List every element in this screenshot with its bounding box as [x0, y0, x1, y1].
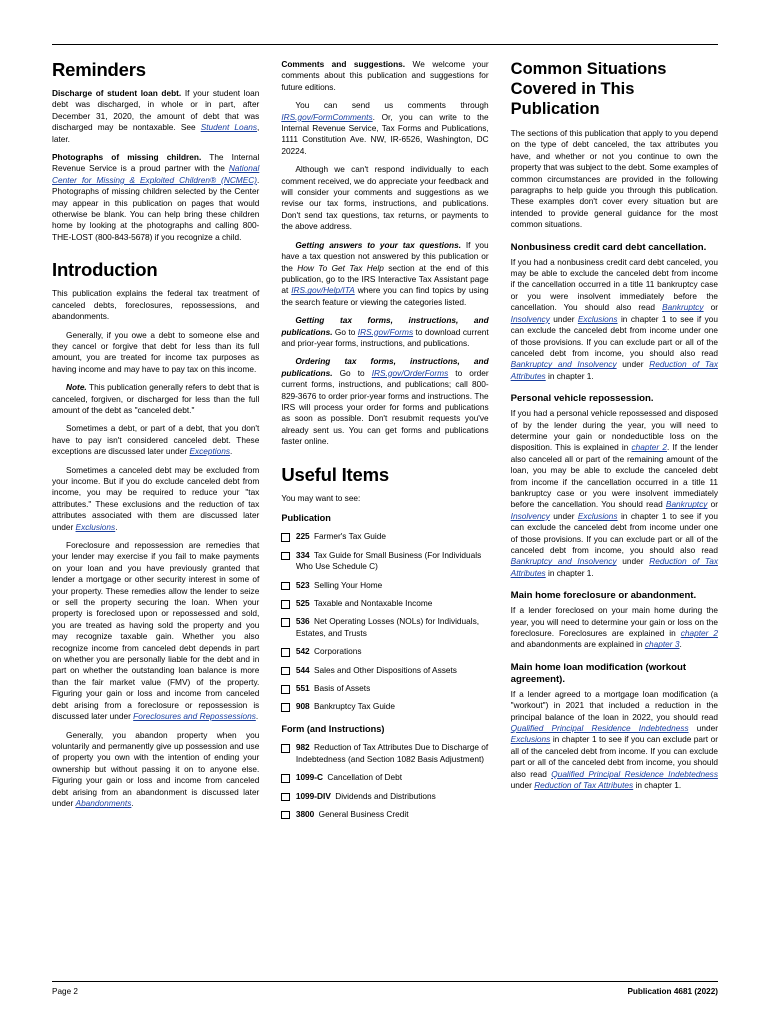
reduction-tax-attributes-link-2[interactable]: Reduction of Tax Attributes — [510, 556, 718, 578]
reminders-heading: Reminders — [52, 59, 146, 80]
right-column — [511, 59, 718, 959]
chapter-2-link-1[interactable]: chapter 2 — [631, 442, 667, 453]
ncmec-link[interactable]: National Center for Missing & Exploited Children® (NCMEC) — [52, 163, 260, 185]
common-situations-intro: The sections of this publication that apply to you depend on the type of debt canceled, the tax attributes you have, and whether or not you continue to own the property that was subject to the debt. Some examples of common circumstances are provided in the following paragraphs to help guide you through this publication. These examples don't cover every situation but are intended to provide general guidance for the most common situations. — [510, 128, 718, 230]
exclusions-link-3[interactable]: Exclusions — [510, 734, 551, 745]
foreclosures-repossessions-link[interactable]: Foreclosures and Repossessions — [133, 711, 256, 722]
publication-number: 334 — [295, 549, 310, 560]
comments-text: We welcome your comments about this publication and suggestions for future editions. — [281, 59, 489, 92]
checkbox-icon[interactable] — [281, 582, 290, 591]
intro-note-text: This publication generally refers to debt that is canceled, forgiven, or discharged for less than the full amount of the debt as "canceled debt." — [52, 382, 260, 415]
exclusions-link[interactable]: Exclusions — [75, 521, 116, 532]
common-situations-heading: Common Situations Covered in This Publication — [510, 60, 667, 118]
getting-answers-b: section at the end of this publication, go to the IRS Interactive Tax Assistant page at — [281, 262, 489, 296]
list-item[interactable] — [281, 616, 488, 639]
insolvency-link-1[interactable]: Insolvency — [510, 313, 550, 324]
p1-mid-4: under — [616, 359, 650, 370]
p3-text-b: and abandonments are explained in — [510, 639, 645, 650]
p3-text-c: . — [679, 639, 682, 650]
ordering-forms-a: Go to — [332, 367, 372, 378]
list-item[interactable] — [281, 580, 488, 591]
list-item[interactable] — [281, 665, 488, 676]
reminder-student-loan-text-b: , later. — [52, 122, 260, 144]
checkbox-icon[interactable] — [281, 600, 290, 609]
checkbox-icon[interactable] — [281, 793, 290, 802]
reminder-missing-children — [52, 152, 259, 243]
list-item[interactable] — [281, 531, 488, 542]
intro-paragraph-5 — [52, 540, 259, 723]
form-title: Cancellation of Debt — [327, 772, 403, 783]
bankruptcy-insolvency-link-2[interactable]: Bankruptcy and Insolvency — [510, 556, 617, 567]
checkbox-icon[interactable] — [281, 744, 290, 753]
list-item[interactable] — [281, 646, 488, 657]
publication-list-heading: Publication — [281, 513, 331, 523]
reminder-student-loan-runin: Discharge of student loan debt. — [52, 88, 182, 98]
irs-forms-link[interactable]: IRS.gov/Forms — [357, 326, 414, 337]
intro-p4-text-a: Sometimes a canceled debt may be excluded from your income. But if you do exclude canceled debt from income, you may be required to reduce your "tax attributes." These exclusions and the reduction of tax attributes associated with them are discussed later under — [52, 464, 260, 532]
list-item[interactable] — [281, 809, 488, 820]
irs-formcomments-link[interactable]: IRS.gov/FormComments — [281, 111, 373, 122]
list-item[interactable] — [281, 550, 488, 573]
intro-p5-text-a: Foreclosure and repossession are remedies that your lender may exercise if you fail to make payments on your loan and you have previously granted that lender a mortgage or other security interest in some of your property. These remedies allow the lender to seize or sell the property securing the loan. When your property is foreclosed upon or repossessed and sold, you are treated as having sold the property and you may recognize taxable gain. Whether you also recognize income from canceled debt depends in part on whether you are personally liable for the debt and in part on whether the outstanding loan balance is more than the fair market value (FMV) of the property. Figuring your gain or loss and income from canceled debt arising from a foreclosure or repossession is discussed later under — [52, 540, 260, 722]
ordering-forms-runin: Ordering tax forms, instructions, and publications. — [281, 356, 489, 378]
checkbox-icon[interactable] — [281, 811, 290, 820]
publication-number: 225 — [295, 531, 310, 542]
introduction-heading: Introduction — [52, 259, 158, 281]
form-title: Dividends and Distributions — [335, 790, 436, 801]
getting-forms-paragraph — [281, 315, 488, 349]
main-home-loan-modification-heading: Main home loan modification (workout agreement). — [510, 661, 687, 685]
ordering-forms-b: to order current forms, instructions, and publications; call 800-829-3676 to order prior-year forms and instructions. The IRS will process your order for forms and publications as soon as possible. Don't resubmit requests you've already sent us. You can get forms and publications faster online. — [281, 367, 489, 447]
form-entry — [296, 791, 489, 802]
form-number: 982 — [295, 742, 310, 753]
publication-number: 551 — [295, 683, 310, 694]
checkbox-icon[interactable] — [281, 618, 290, 627]
main-home-loan-modification-paragraph — [511, 689, 718, 792]
intro-note-runin: Note. — [66, 382, 87, 393]
three-column-layout — [52, 59, 718, 959]
reminder-missing-children-text-a: The Internal Revenue Service is a proud partner with the — [52, 152, 260, 174]
p4-text-e: in chapter 1. — [633, 780, 682, 791]
publication-entry — [296, 701, 489, 712]
reminder-missing-children-text-b: . Photographs of missing children selected by the Center may appear in this publication on pages that would otherwise be blank. You can help bring these children home by looking at the photographs and calling 800-THE-LOST (800-843-5678) if you recognize a child. — [52, 174, 260, 242]
publication-number: 536 — [295, 616, 310, 627]
form-entry — [296, 742, 489, 765]
comments-paragraph-2 — [281, 100, 488, 157]
list-item[interactable] — [281, 742, 488, 765]
p2-text-d: under — [549, 510, 578, 521]
p3-text-a: If a lender foreclosed on your main home during the year, you will need to determine your gain or loss on the foreclosure. Foreclosures are explained in — [510, 605, 718, 639]
chapter-3-link[interactable]: chapter 3 — [644, 639, 680, 650]
p2-text-a: If you had a personal vehicle repossessed and disposed of by the lender during the year, you will need to determine your gain or nondeductible loss on the disposition. This is explained in — [510, 408, 718, 453]
form-entry — [296, 809, 489, 820]
p4-text-a: If a lender agreed to a mortgage loan modification (a "workout") in 2021 that included a reduction in the principal balance of the loan in 2022, you should read — [510, 688, 718, 722]
publication-title: Corporations — [313, 646, 362, 657]
irs-help-ita-link[interactable]: IRS.gov/Help/ITA — [291, 285, 355, 296]
p1-mid-1: or — [703, 302, 718, 313]
p4-text-c: in chapter 1 to see if you can exclude part or all of the canceled debt from income. If you can exclude part or all of the canceled debt from income, you should also read — [510, 734, 718, 779]
ordering-forms-paragraph — [281, 356, 488, 447]
publication-number: 525 — [295, 598, 310, 609]
publication-entry — [296, 598, 489, 609]
exceptions-link[interactable]: Exceptions — [189, 446, 231, 457]
comments-p2-text-b: . Or, you can write to the Internal Revenue Service, Tax Forms and Publications, 1111 Constitution Ave. NW, IR-6526, Washington, DC 20224. — [281, 111, 489, 156]
comments-paragraph-3: Although we can't respond individually to each comment received, we do appreciate your feedback and will consider your comments and suggestions as we revise our tax forms, instructions, and publications. Don't send tax questions, tax returns, or payments to the above address. — [281, 164, 489, 232]
p1-end: in chapter 1. — [545, 370, 594, 381]
intro-p5-text-b: . — [255, 711, 259, 722]
p2-text-e: in chapter 1 to see if you can exclude the canceled debt from income under one of those provisions. If you can exclude part or all of the canceled debt from income, you should also read — [510, 510, 718, 555]
intro-p3-text-a: Sometimes a debt, or part of a debt, that you don't have to pay isn't considered canceled debt. These exceptions are discussed later under — [52, 423, 260, 457]
form-number: 3800 — [295, 808, 315, 819]
publication-entry — [296, 616, 489, 639]
reduction-tax-attributes-link-3[interactable]: Reduction of Tax Attributes — [534, 780, 634, 791]
personal-vehicle-repossession-paragraph — [511, 408, 718, 579]
personal-vehicle-repossession-heading: Personal vehicle repossession. — [510, 393, 654, 405]
publication-title: Bankruptcy Tax Guide — [313, 701, 396, 712]
left-column — [52, 59, 259, 959]
publication-title: Taxable and Nontaxable Income — [313, 598, 433, 609]
publication-entry — [296, 646, 489, 657]
bankruptcy-insolvency-link-1[interactable]: Bankruptcy and Insolvency — [510, 359, 617, 370]
reminder-student-loan-text-a: If your student loan debt was discharged, in whole or in part, after December 31, 2020, the amount of debt that was discharged may be nontaxable. See — [52, 88, 260, 133]
reminder-missing-children-runin: Photographs of missing children. — [52, 152, 202, 163]
how-to-get-tax-help-ref: How To Get Tax Help — [297, 262, 384, 273]
intro-paragraph-4 — [52, 465, 259, 533]
form-title: General Business Credit — [318, 808, 409, 819]
main-home-foreclosure-heading: Main home foreclosure or abandonment. — [510, 590, 697, 602]
checkbox-icon[interactable] — [281, 703, 290, 712]
intro-note — [52, 382, 259, 416]
list-item[interactable] — [281, 683, 488, 694]
comments-runin: Comments and suggestions. — [281, 59, 406, 69]
insolvency-link-2[interactable]: Insolvency — [510, 510, 550, 521]
form-number: 1099-DIV — [295, 790, 331, 801]
publication-number: 542 — [295, 646, 310, 657]
p1-mid-2: under — [549, 313, 578, 324]
intro-paragraph-6 — [52, 730, 259, 810]
publication-entry — [296, 665, 489, 676]
reminder-student-loan — [52, 88, 259, 145]
checkbox-icon[interactable] — [281, 552, 290, 561]
publication-title: Tax Guide for Small Business (For Individuals Who Use Schedule C) — [295, 549, 482, 572]
intro-paragraph-2: Generally, if you owe a debt to someone else and they cancel or forgive that debt for less than its full amount, you are treated for income tax purposes as having income and may have to pay tax on this income. — [52, 329, 260, 374]
chapter-2-link-2[interactable]: chapter 2 — [680, 628, 718, 639]
form-list-heading: Form (and Instructions) — [281, 723, 385, 734]
footer-publication-id: Publication 4681 (2022) — [627, 987, 718, 996]
list-item[interactable] — [281, 598, 488, 609]
intro-paragraph-3 — [52, 423, 259, 457]
intro-p6-text-a: Generally, you abandon property when you voluntarily and permanently give up possession and use of property you own with the intention of ending your ownership but without passing it on to anyone else. Figuring your gain or loss and income from canceled debt arising from an abandonment is discussed later under — [52, 729, 260, 808]
abandonments-link[interactable]: Abandonments — [75, 797, 132, 808]
publication-number: 523 — [295, 579, 310, 590]
publication-entry — [296, 531, 489, 542]
nonbusiness-credit-card-heading: Nonbusiness credit card debt cancellation. — [510, 241, 707, 253]
publication-title: Basis of Assets — [313, 683, 371, 694]
getting-answers-c: where you can find topics by using the search feature or viewing the categories listed. — [281, 285, 489, 307]
getting-forms-b: to download current and prior-year forms, instructions, and publications. — [281, 326, 489, 348]
list-item[interactable] — [281, 772, 488, 783]
checkbox-icon[interactable] — [281, 533, 290, 542]
p1-text-a: If you had a nonbusiness credit card debt canceled, you may be able to exclude the canceled debt from income if the cancellation occurred in a title 11 bankruptcy case or you were insolvent immediately before the cancellation. You should also read — [510, 256, 718, 313]
publication-entry — [296, 550, 489, 573]
p4-text-d: under — [510, 780, 535, 791]
p2-text-f: under — [616, 556, 650, 567]
bankruptcy-link-1[interactable]: Bankruptcy — [662, 302, 704, 313]
student-loans-link[interactable]: Student Loans — [200, 122, 258, 133]
page-footer — [52, 981, 718, 996]
checkbox-icon[interactable] — [281, 648, 290, 657]
form-title: Reduction of Tax Attributes Due to Discharge of Indebtedness (and Section 1082 Basis Adjustment) — [295, 742, 489, 764]
intro-paragraph-1: This publication explains the federal tax treatment of canceled debts, foreclosures, repossessions, and abandonments. — [52, 288, 260, 322]
intro-p4-text-b: . — [115, 521, 118, 532]
qualified-principal-residence-link-1[interactable]: Qualified Principal Residence Indebtedness — [510, 723, 689, 734]
publication-number: 908 — [295, 701, 310, 712]
bankruptcy-link-2[interactable]: Bankruptcy — [665, 499, 708, 510]
checkbox-icon[interactable] — [281, 774, 290, 783]
getting-forms-a: Go to — [332, 326, 358, 337]
getting-answers-a: If you have a tax question not answered by this publication or the — [281, 239, 489, 273]
publication-entry — [296, 683, 489, 694]
publication-title: Net Operating Losses (NOLs) for Individuals, Estates, and Trusts — [295, 616, 480, 638]
nonbusiness-credit-card-paragraph — [511, 257, 718, 382]
checkbox-icon[interactable] — [281, 685, 290, 694]
footer-page-number: Page 2 — [52, 987, 78, 996]
publication-title: Selling Your Home — [313, 579, 383, 590]
intro-p6-text-b: . — [131, 797, 134, 808]
middle-column — [281, 59, 488, 959]
publication-title: Farmer's Tax Guide — [313, 531, 386, 542]
getting-answers-runin: Getting answers to your tax questions. — [295, 239, 461, 250]
main-home-foreclosure-paragraph — [511, 605, 718, 651]
getting-answers-paragraph — [281, 240, 488, 308]
p2-text-g: in chapter 1. — [545, 567, 594, 578]
exclusions-link-1[interactable]: Exclusions — [577, 313, 618, 324]
top-rule — [52, 44, 718, 45]
checkbox-icon[interactable] — [281, 667, 290, 676]
p2-text-c: or — [707, 499, 718, 510]
publication-title: Sales and Other Dispositions of Assets — [313, 664, 457, 675]
comments-suggestions — [281, 59, 488, 93]
useful-items-heading: Useful Items — [281, 463, 389, 485]
form-number: 1099-C — [295, 772, 324, 783]
publication-entry — [296, 580, 489, 591]
useful-items-subtitle: You may want to see: — [281, 492, 361, 503]
list-item[interactable] — [281, 791, 488, 802]
intro-p3-text-b: . — [230, 446, 233, 457]
publication-number: 544 — [295, 664, 310, 675]
p4-text-b: under — [688, 723, 718, 734]
reduction-tax-attributes-link-1[interactable]: Reduction of Tax Attributes — [510, 359, 718, 381]
p2-text-b: . If the lender also canceled all or part of the remaining amount of the loan, you may be able to exclude the canceled debt from income if the cancellation occurred in a title 11 bankruptcy case or you were insolvent immediately before the cancellation. You should read — [510, 442, 718, 510]
comments-p2-text-a: You can send us comments through — [295, 100, 489, 111]
p1-mid-3: in chapter 1 to see if you can exclude the canceled debt from income under one of those provisions. If you can exclude part or all of the canceled debt from income, you should also read — [510, 313, 718, 358]
qualified-principal-residence-link-2[interactable]: Qualified Principal Residence Indebtedness — [551, 768, 718, 779]
getting-forms-runin: Getting tax forms, instructions, and publications. — [281, 315, 489, 337]
list-item[interactable] — [281, 701, 488, 712]
exclusions-link-2[interactable]: Exclusions — [577, 510, 618, 521]
form-entry — [296, 772, 489, 783]
irs-orderforms-link[interactable]: IRS.gov/OrderForms — [371, 367, 449, 378]
